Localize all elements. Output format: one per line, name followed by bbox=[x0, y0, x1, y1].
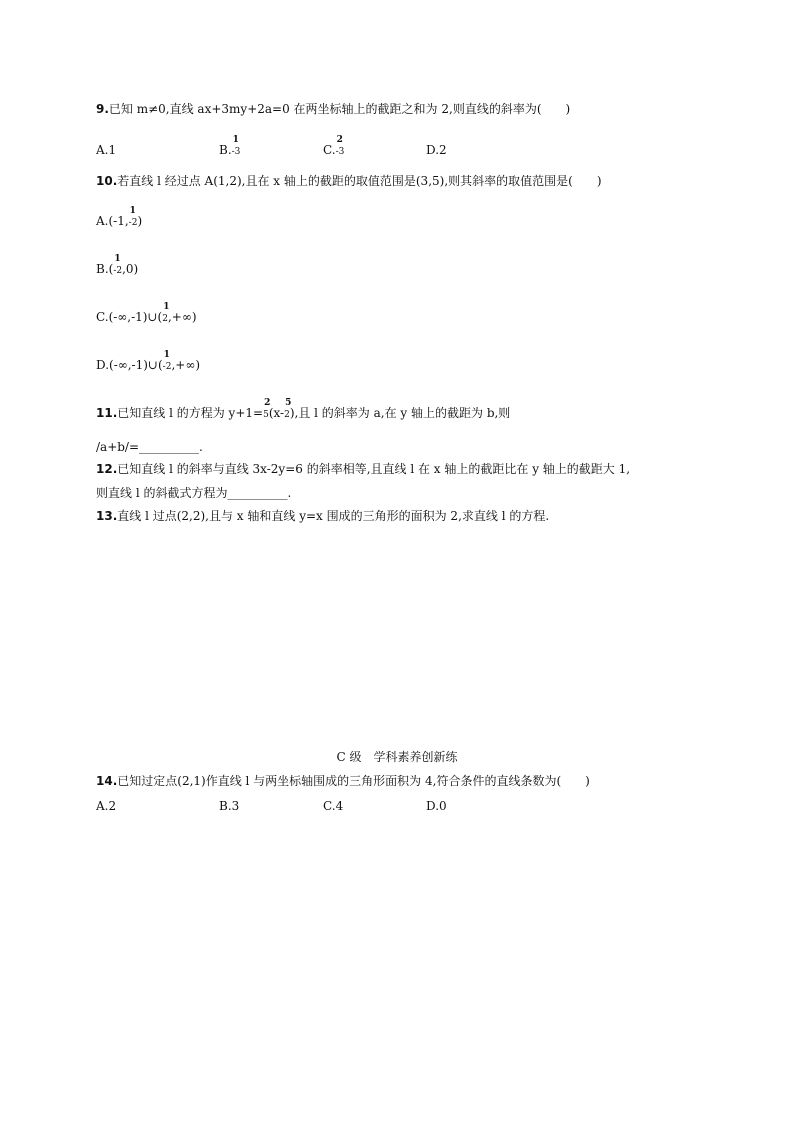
option-text: B.( bbox=[96, 262, 114, 276]
question-text: 已知 m≠0,直线 ax+3my+2a=0 在两坐标轴上的截距之和为 2,则直线的斜率为( ) bbox=[108, 102, 571, 116]
option-b: B.3 bbox=[219, 799, 240, 813]
fraction-denominator: 5 bbox=[263, 410, 269, 420]
option-d bbox=[96, 350, 200, 372]
option-d: D.2 bbox=[426, 143, 447, 157]
fraction-denominator: -2 bbox=[128, 218, 138, 228]
question-number: 9. bbox=[96, 102, 109, 116]
question-13 bbox=[96, 509, 549, 523]
option-c bbox=[323, 135, 345, 157]
option-c bbox=[96, 302, 197, 324]
option-text: C.(-∞,-1)∪( bbox=[96, 310, 163, 324]
question-11-answer-line: /a+b/=__________. bbox=[96, 440, 203, 454]
fraction bbox=[263, 398, 271, 420]
question-14 bbox=[96, 774, 590, 788]
fraction-numerator: 5 bbox=[285, 398, 292, 408]
fraction bbox=[231, 135, 241, 157]
question-12-line-2: 则直线 l 的斜截式方程为__________. bbox=[96, 486, 292, 500]
fraction bbox=[162, 302, 170, 324]
fraction-numerator: 1 bbox=[129, 206, 136, 216]
question-10 bbox=[96, 174, 602, 188]
option-text: ,+∞) bbox=[171, 358, 200, 372]
question-number: 10. bbox=[96, 174, 118, 188]
fraction bbox=[162, 350, 172, 372]
question-number: 13. bbox=[96, 509, 118, 523]
option-a: A.1 bbox=[96, 143, 117, 157]
question-9 bbox=[96, 102, 570, 116]
option-c: C.4 bbox=[323, 799, 344, 813]
option-a: A.2 bbox=[96, 799, 117, 813]
fraction-denominator: 2 bbox=[284, 410, 290, 420]
fraction-denominator: -3 bbox=[335, 147, 345, 157]
fraction-denominator: 2 bbox=[162, 314, 168, 324]
option-text: ) bbox=[137, 214, 143, 228]
fraction bbox=[113, 254, 123, 276]
question-11 bbox=[96, 398, 511, 420]
option-text: ,0) bbox=[122, 262, 139, 276]
option-text: D.(-∞,-1)∪( bbox=[96, 358, 163, 372]
fraction-numerator: 2 bbox=[336, 135, 343, 145]
fraction-numerator: 1 bbox=[163, 302, 170, 312]
fraction-denominator: -2 bbox=[113, 266, 123, 276]
question-text: 已知直线 l 的方程为 y+1= bbox=[117, 406, 264, 420]
option-text: ,+∞) bbox=[167, 310, 197, 324]
question-text: 直线 l 过点(2,2),且与 x 轴和直线 y=x 围成的三角形的面积为 2,求直线 l 的方程. bbox=[117, 509, 550, 523]
option-label: C. bbox=[323, 143, 336, 157]
question-12 bbox=[96, 462, 630, 476]
question-text: (x- bbox=[268, 406, 285, 420]
option-d: D.0 bbox=[426, 799, 447, 813]
fraction bbox=[128, 206, 138, 228]
question-number: 14. bbox=[96, 774, 118, 788]
fraction-denominator: -2 bbox=[162, 362, 172, 372]
fraction bbox=[335, 135, 345, 157]
fraction bbox=[284, 398, 292, 420]
option-b bbox=[96, 254, 139, 276]
fraction-denominator: -3 bbox=[231, 147, 241, 157]
question-text: 若直线 l 经过点 A(1,2),且在 x 轴上的截距的取值范围是(3,5),则其斜率的取值范围是( ) bbox=[117, 174, 602, 188]
option-label: B. bbox=[219, 143, 232, 157]
question-number: 12. bbox=[96, 462, 118, 476]
question-text: 已知过定点(2,1)作直线 l 与两坐标轴围成的三角形面积为 4,符合条件的直线条数为( ) bbox=[117, 774, 590, 788]
fraction-numerator: 2 bbox=[264, 398, 271, 408]
option-a bbox=[96, 206, 143, 228]
question-number: 11. bbox=[96, 406, 118, 420]
fraction-numerator: 1 bbox=[232, 135, 239, 145]
option-text: A.(-1, bbox=[96, 214, 129, 228]
question-text: 已知直线 l 的斜率与直线 3x-2y=6 的斜率相等,且直线 l 在 x 轴上的截距比在 y 轴上的截距大 1, bbox=[117, 462, 631, 476]
option-b bbox=[219, 135, 241, 157]
section-heading: C 级 学科素养创新练 bbox=[336, 750, 458, 764]
question-text: ),且 l 的斜率为 a,在 y 轴上的截距为 b,则 bbox=[289, 406, 511, 420]
fraction-numerator: 1 bbox=[114, 254, 121, 264]
fraction-numerator: 1 bbox=[163, 350, 170, 360]
